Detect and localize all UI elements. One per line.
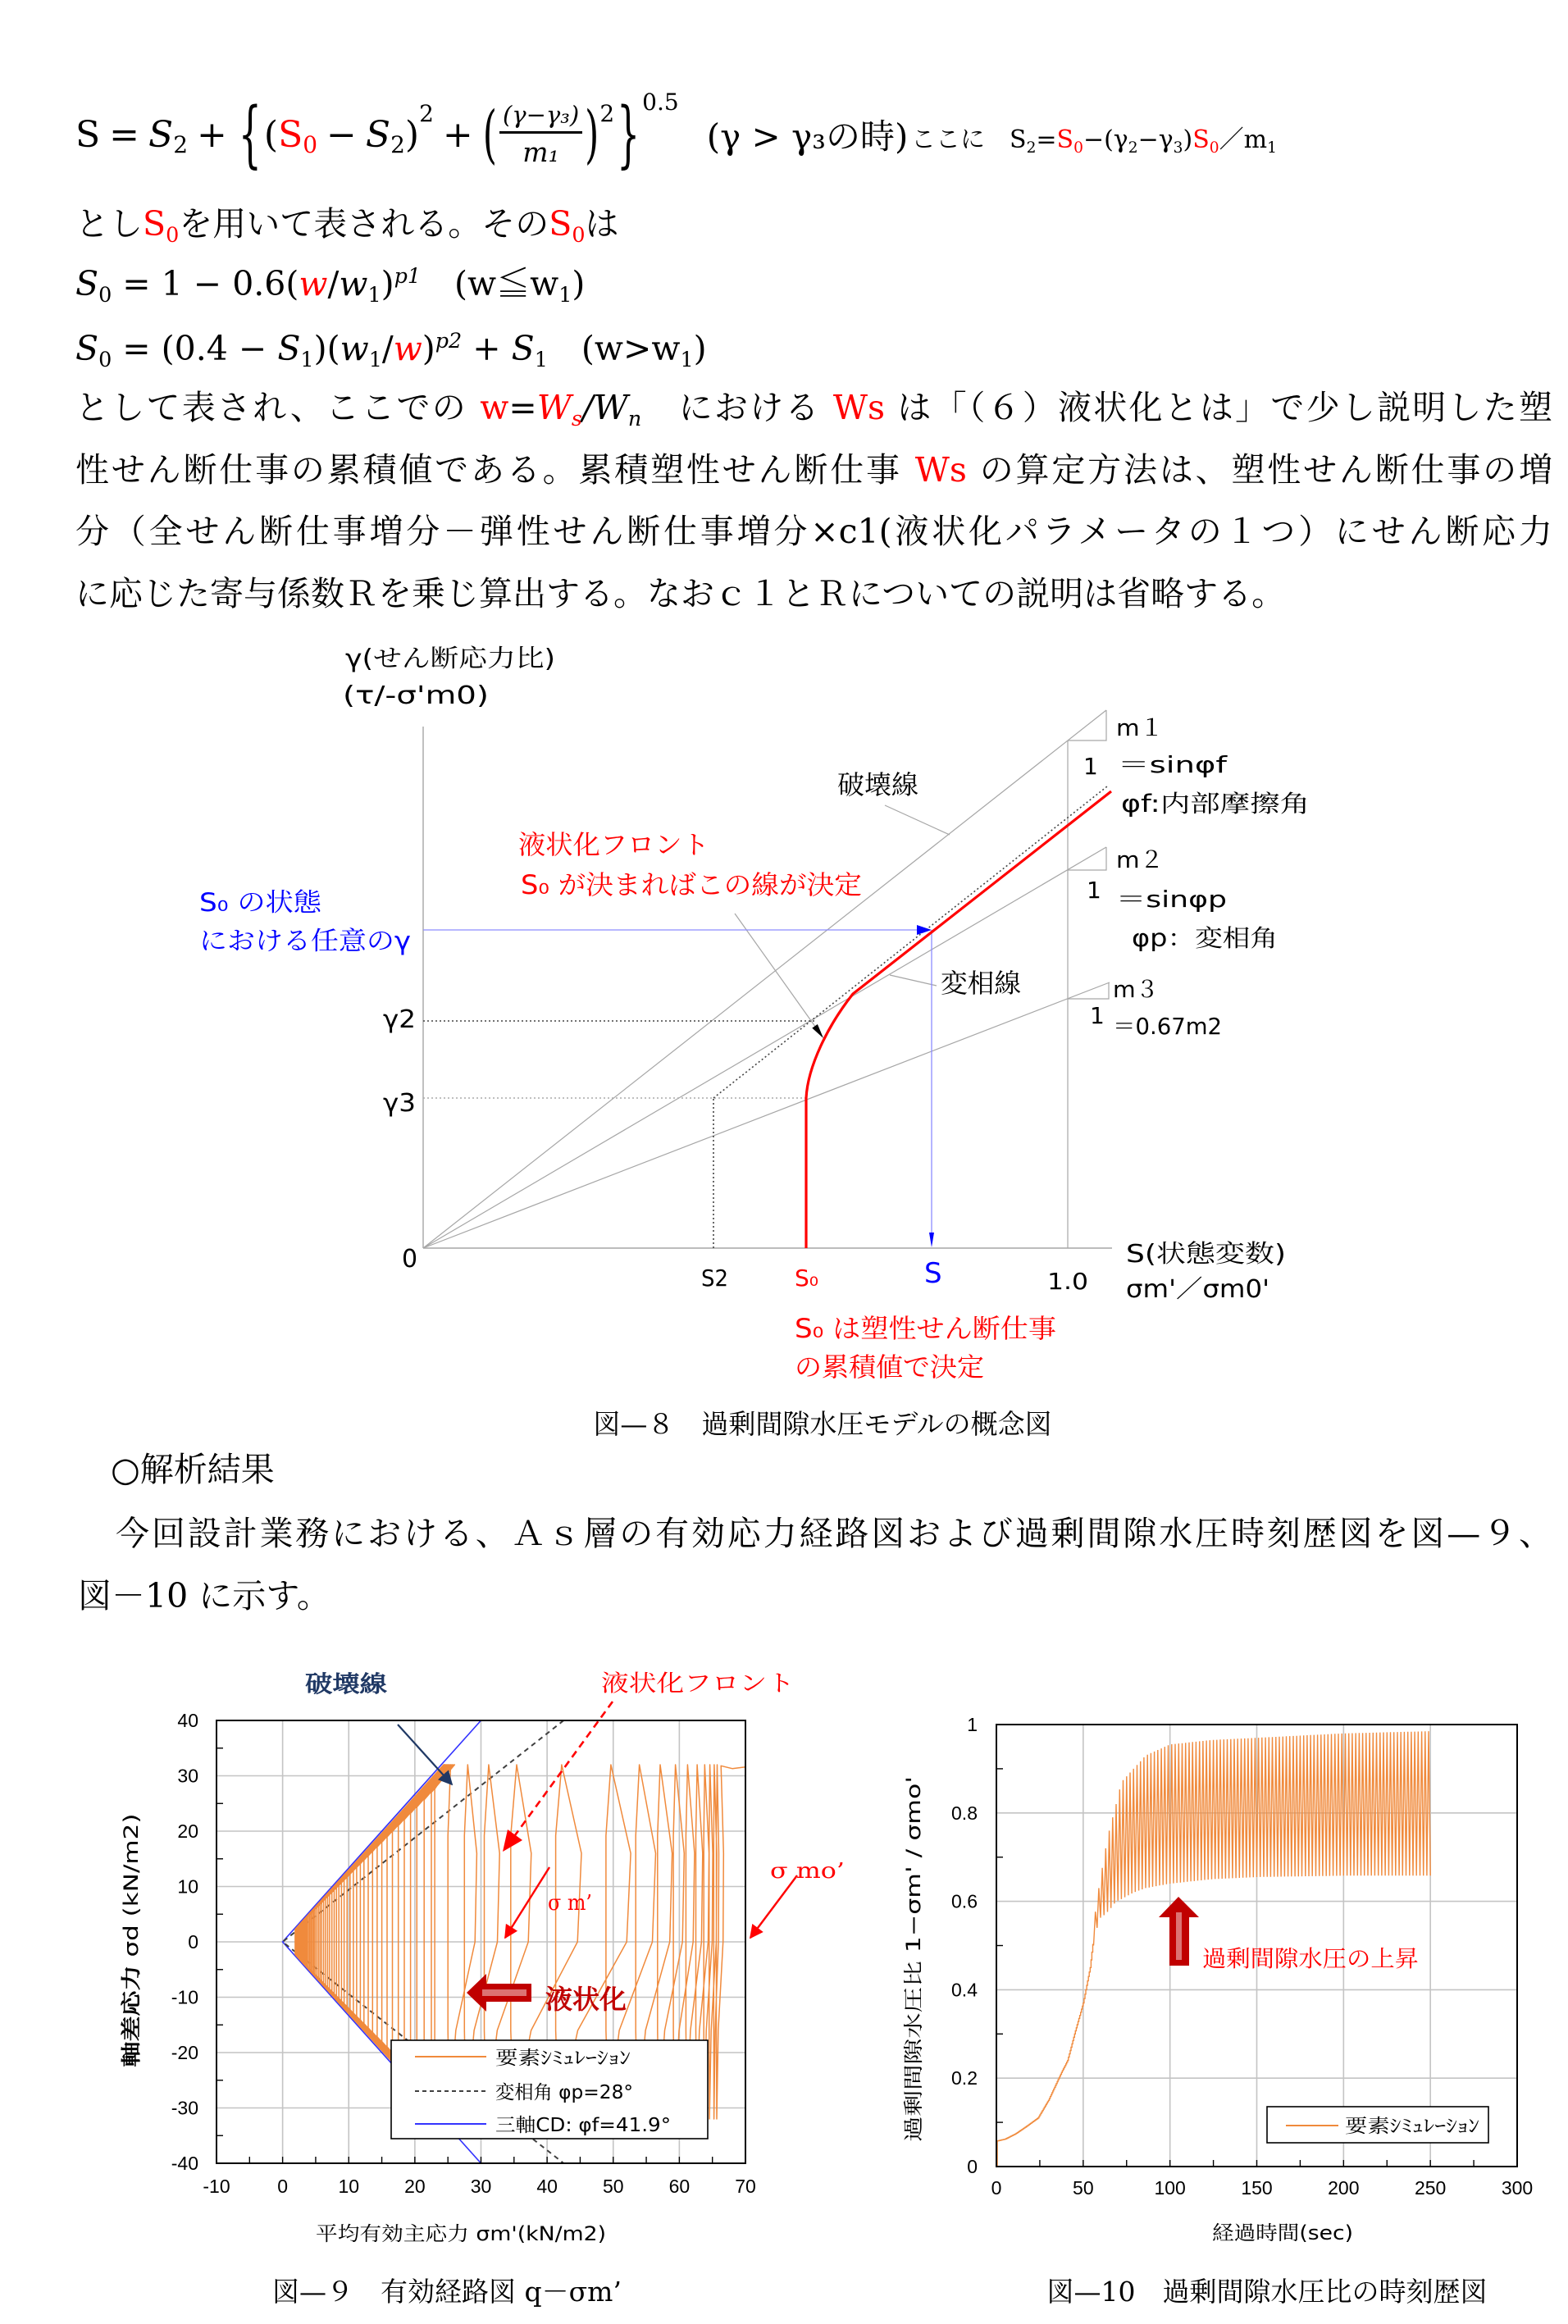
front-leader-arrowhead xyxy=(812,1024,823,1038)
x-tick-label: 50 xyxy=(602,2176,624,2197)
formula-plus: + xyxy=(442,113,473,156)
text-run: (w≦w xyxy=(421,264,559,303)
text-run: 2 xyxy=(1026,139,1037,157)
text-run: 図－10 に示す。 xyxy=(78,1576,330,1615)
annotation-failure-line: 破壊線 xyxy=(305,1670,387,1697)
text-run: S xyxy=(75,329,99,368)
x-tick-label: 60 xyxy=(668,2176,691,2197)
s0-note-line-1: S₀ は塑性せん断仕事 xyxy=(795,1313,1056,1344)
legend-label-simulation: 要素ｼﾐｭﾚｰｼｮﾝ xyxy=(1345,2116,1479,2137)
x-tick-label: 250 xyxy=(1414,2177,1447,2199)
y-tick-label: 20 xyxy=(177,1820,198,1842)
x-tick-label: 50 xyxy=(1073,2177,1094,2199)
state-s-arrowhead xyxy=(929,1233,934,1247)
phase-line-label: 変相線 xyxy=(941,968,1021,999)
formula-state-variable xyxy=(75,88,909,176)
y-tick-label: 40 xyxy=(177,1710,198,1731)
y-tick-label: 0 xyxy=(967,2156,978,2177)
y-axis-title: 過剰間隙水圧比 1−σm' / σmo' xyxy=(902,1863,925,2142)
s-label: S xyxy=(924,1257,942,1290)
text-run: 1 xyxy=(1267,139,1277,157)
formula-s2-sub: 2 xyxy=(390,130,405,158)
text-run: S xyxy=(277,329,301,368)
formula-s0: S xyxy=(278,113,303,156)
text-run: W xyxy=(536,388,572,427)
text-run: を用いて表される。その xyxy=(179,204,549,244)
x-axis-title: S(状態変数) xyxy=(1126,1240,1286,1269)
text-run: w xyxy=(339,264,368,303)
paragraph-line xyxy=(75,390,1552,429)
legend-label-simulation: 要素ｼﾐｭﾚｰｼｮﾝ xyxy=(495,2048,631,2069)
annotation-sigma-m: σ m’ xyxy=(548,1891,592,1916)
y-axis-title: γ(せん断応力比) xyxy=(345,645,555,673)
figure-10-caption: 図—10 過剰間隙水圧比の時刻歴図 xyxy=(1046,2276,1488,2308)
text-run: 1 xyxy=(300,347,314,372)
slope-m1-note: φf:内部摩擦角 xyxy=(1121,790,1310,818)
formula-s2: S xyxy=(148,113,174,156)
text-run: ここに S xyxy=(911,125,1027,154)
formula-s0-sub: 0 xyxy=(303,130,318,158)
text-run: / xyxy=(381,329,394,368)
text-run: 0 xyxy=(1073,139,1083,157)
formula-note-s2 xyxy=(911,125,1277,157)
text-run: 0 xyxy=(166,222,180,248)
figure-8-caption: 図—８ 過剰間隙水圧モデルの概念図 xyxy=(593,1408,1052,1440)
formula-square: 2 xyxy=(599,99,615,127)
text-run: の算定方法は、塑性せん断仕事の増 xyxy=(966,450,1553,490)
text-run: 0 xyxy=(572,222,586,248)
annotation-arrow-highlight xyxy=(482,1989,526,1996)
text-run: における xyxy=(641,388,833,427)
text-run: 1 xyxy=(558,282,572,308)
annotation-arrow-highlight xyxy=(1176,1912,1182,1960)
formula-paren: ( xyxy=(263,113,279,156)
y-tick-label: 0.8 xyxy=(951,1802,978,1824)
legend xyxy=(1267,2107,1488,2143)
text-run: 2 xyxy=(1128,139,1138,157)
text-run: 今回設計業務における、Ａｓ層の有効応力経路図および過剰間隙水圧時刻歴図を図—９、 xyxy=(116,1514,1552,1553)
slope-m2-run: 1 xyxy=(1087,877,1101,904)
text-run: ) xyxy=(693,329,707,368)
text-run: −(γ xyxy=(1083,125,1128,154)
annotation-liquefaction-front: 液状化フロント xyxy=(601,1670,795,1697)
text-run: / xyxy=(327,264,340,303)
text-run: + xyxy=(462,329,512,368)
slope-m1-definition: ＝sinφf xyxy=(1118,751,1228,778)
formula-big-paren: ( xyxy=(482,98,497,171)
text-run: ) xyxy=(1183,125,1193,154)
text-line-s0-intro xyxy=(75,204,619,248)
text-run: 1 xyxy=(368,347,382,372)
front-label-leader xyxy=(735,914,818,1030)
x-axis-subtitle: σm'／σm0' xyxy=(1126,1275,1269,1304)
legend xyxy=(391,2040,708,2139)
y-tick-label: 30 xyxy=(177,1765,198,1787)
front-note-line-1: 液状化フロント xyxy=(518,829,709,860)
text-run: Ws xyxy=(832,388,886,427)
paragraph-line xyxy=(75,450,1553,490)
x-tick-label: 70 xyxy=(735,2176,756,2197)
formula-lhs: S xyxy=(75,113,101,156)
text-run: = 1 − 0.6( xyxy=(112,264,299,303)
formula-big-paren: ) xyxy=(585,98,599,171)
slope-m3-definition: ＝0.67m2 xyxy=(1113,1013,1222,1040)
text-run: ) xyxy=(381,264,394,303)
text-run: 3 xyxy=(1173,139,1183,157)
figure-10-chart xyxy=(804,1640,1568,2324)
y-tick-label: -40 xyxy=(171,2153,198,2174)
text-run: (w>w xyxy=(547,329,681,368)
text-run: S xyxy=(75,264,99,303)
text-run: w xyxy=(393,329,422,368)
text-run: n xyxy=(627,406,642,431)
formula-fraction xyxy=(499,101,582,168)
y-axis-title xyxy=(120,1814,143,2067)
state-note-line-1: S₀ の状態 xyxy=(199,888,323,918)
y-tick-label: 0.2 xyxy=(951,2067,978,2089)
slope-m1-rise: m１ xyxy=(1116,714,1164,741)
formula-paren: ) xyxy=(404,113,420,156)
text-run: 1 xyxy=(534,347,548,372)
slope-m2-note: φp：変相角 xyxy=(1132,924,1278,952)
slope-m3-run: 1 xyxy=(1090,1002,1105,1029)
text-run: w xyxy=(340,329,369,368)
text-run: 1 xyxy=(367,282,381,308)
y-tick-label: 1 xyxy=(967,1714,978,1735)
liquefaction-front-curve xyxy=(806,791,1111,1248)
diagram-labels xyxy=(199,645,1310,1383)
text-run: S xyxy=(549,204,572,244)
x-tick-label: -10 xyxy=(203,2176,230,2197)
text-run: は xyxy=(585,204,619,244)
equation-s0-high xyxy=(75,327,707,372)
paragraph-line xyxy=(116,1516,1552,1551)
x-tick-label: 30 xyxy=(470,2176,492,2197)
fraction-numerator: (γ−γ₃) xyxy=(499,101,582,134)
y-tick-label: -30 xyxy=(171,2097,198,2119)
text-run: 0 xyxy=(98,282,112,308)
formula-exponent: 0.5 xyxy=(642,88,679,116)
text-run: Ws xyxy=(914,450,967,490)
text-run: s xyxy=(571,406,582,431)
slope-m1-run: 1 xyxy=(1083,753,1098,780)
annotation-liquefaction: 液状化 xyxy=(545,1984,627,2015)
formula-plus: + xyxy=(197,113,227,156)
paragraph-line xyxy=(78,1576,330,1615)
section-heading: ○解析結果 xyxy=(111,1450,275,1489)
text-run: = (0.4 − xyxy=(112,329,278,368)
text-run: 性せん断仕事の累積値である。累積塑性せん断仕事 xyxy=(75,450,915,490)
slope-m3-rise: m３ xyxy=(1113,976,1159,1003)
formula-left-brace: { xyxy=(238,93,262,176)
y-tick-label: 0.4 xyxy=(951,1979,978,2001)
fraction-denominator: m₁ xyxy=(522,136,559,168)
slope-m2-rise: m２ xyxy=(1116,846,1164,873)
text-run: 1 xyxy=(680,347,694,372)
y-tick-label: -10 xyxy=(171,1986,198,2008)
x-axis-title: 平均有効主応力 σm'(kN/m2) xyxy=(316,2222,606,2245)
text-run: 0 xyxy=(98,347,112,372)
s2-label: S2 xyxy=(701,1265,728,1292)
annotation-sigma-mo-arrow xyxy=(750,1875,797,1938)
front-note-line-2: S₀ が決まればこの線が決定 xyxy=(521,869,862,900)
text-run: に応じた寄与係数Ｒを乗じ算出する。なおｃ１とＲについての説明は省略する。 xyxy=(75,574,1286,613)
x-tick-label: 150 xyxy=(1241,2177,1273,2199)
x-tick-label: 300 xyxy=(1501,2177,1534,2199)
line-m3 xyxy=(423,982,1110,1248)
s0-note-line-2: の累積値で決定 xyxy=(795,1351,984,1383)
y-axis-subtitle: (τ/-σ'm0) xyxy=(343,681,489,710)
text-run: = xyxy=(508,388,537,427)
text-run: w xyxy=(299,264,328,303)
x-tick-label: 0 xyxy=(991,2177,1002,2199)
text-run: w xyxy=(480,388,509,427)
text-run: ) xyxy=(422,329,435,368)
y-tick-label: 10 xyxy=(177,1875,198,1898)
y-tick-label: 0.6 xyxy=(951,1890,978,1912)
text-run: ／m xyxy=(1219,125,1268,154)
x-axis-title: 経過時間(sec) xyxy=(1212,2221,1353,2244)
text-run: 0 xyxy=(1209,139,1219,157)
gamma2-label: γ2 xyxy=(383,1005,416,1034)
figure-9-caption: 図—９ 有効経路図 q－σm’ xyxy=(272,2276,622,2308)
state-note-line-2: における任意のγ xyxy=(199,927,411,956)
y-tick-label: -20 xyxy=(171,2042,198,2063)
formula-equals: = xyxy=(109,113,140,156)
figure-8-diagram xyxy=(0,623,1568,1410)
failure-line-label: 破壊線 xyxy=(837,769,918,800)
formula-square: 2 xyxy=(419,99,434,127)
failure-label-leader xyxy=(885,805,950,835)
s0-label: S₀ xyxy=(795,1265,818,1292)
y-axis-title-unit: σd (kN/m2) xyxy=(120,1848,143,1966)
text-run: p2 xyxy=(435,327,463,353)
text-run: S xyxy=(1056,125,1074,154)
origin-label: 0 xyxy=(402,1245,418,1274)
x-tick-label: 20 xyxy=(404,2176,426,2197)
x-tick-label: 100 xyxy=(1154,2177,1186,2199)
formula-minus: − xyxy=(326,113,357,156)
annotation-sigma-mo: σ mo’ xyxy=(770,1859,845,1884)
formula-s2: S xyxy=(365,113,391,156)
text-run: S xyxy=(143,204,166,244)
equation-s0-low xyxy=(75,262,586,308)
formula-s2-sub: 2 xyxy=(173,130,189,158)
paragraph-line xyxy=(75,576,1285,611)
formula-right-brace: } xyxy=(617,93,640,176)
x-tick-label: 200 xyxy=(1328,2177,1360,2199)
text-run: p1 xyxy=(394,262,422,288)
legend-label-phase-angle: 変相角 φp=28° xyxy=(495,2082,633,2103)
text-run: は「（６）液状化とは」で少し説明した塑 xyxy=(885,388,1552,427)
text-run: = xyxy=(1036,125,1057,154)
x-tick-label: 40 xyxy=(536,2176,558,2197)
x-tick-label: 0 xyxy=(277,2176,289,2197)
text-run: S xyxy=(511,329,535,368)
text-run: )( xyxy=(313,329,340,368)
s2-dotted-diagonal xyxy=(713,786,1107,1098)
text-run: /W xyxy=(581,388,628,427)
figure-9-chart xyxy=(0,1640,845,2324)
text-run: −γ xyxy=(1137,125,1174,154)
phase-label-leader xyxy=(890,975,937,986)
y-axis-title-main: 軸差応力 xyxy=(120,1988,143,2067)
text-run: S xyxy=(1192,125,1210,154)
text-run: とし xyxy=(75,204,143,244)
x-tick-label: 10 xyxy=(338,2176,360,2197)
phase-transformation-line-m2 xyxy=(423,847,1106,1248)
annotation-pore-pressure-rise: 過剰間隙水圧の上昇 xyxy=(1202,1945,1419,1972)
legend-label-triaxial: 三軸CD: φf=41.9° xyxy=(495,2115,671,2136)
s-one-label: 1.0 xyxy=(1047,1268,1088,1295)
text-run: 分（全せん断仕事増分－弾性せん断仕事増分×c1(液状化パラメータの１つ）にせん断応力 xyxy=(75,512,1552,551)
gamma3-label: γ3 xyxy=(383,1089,416,1118)
text-run: ) xyxy=(572,264,586,303)
slope-m2-definition: ＝sinφp xyxy=(1116,886,1227,913)
text-run: として表され、ここでの xyxy=(75,388,481,427)
y-tick-label: 0 xyxy=(188,1931,198,1953)
paragraph-line xyxy=(75,514,1552,549)
formula-condition: (γ > γ₃の時) xyxy=(706,116,909,157)
